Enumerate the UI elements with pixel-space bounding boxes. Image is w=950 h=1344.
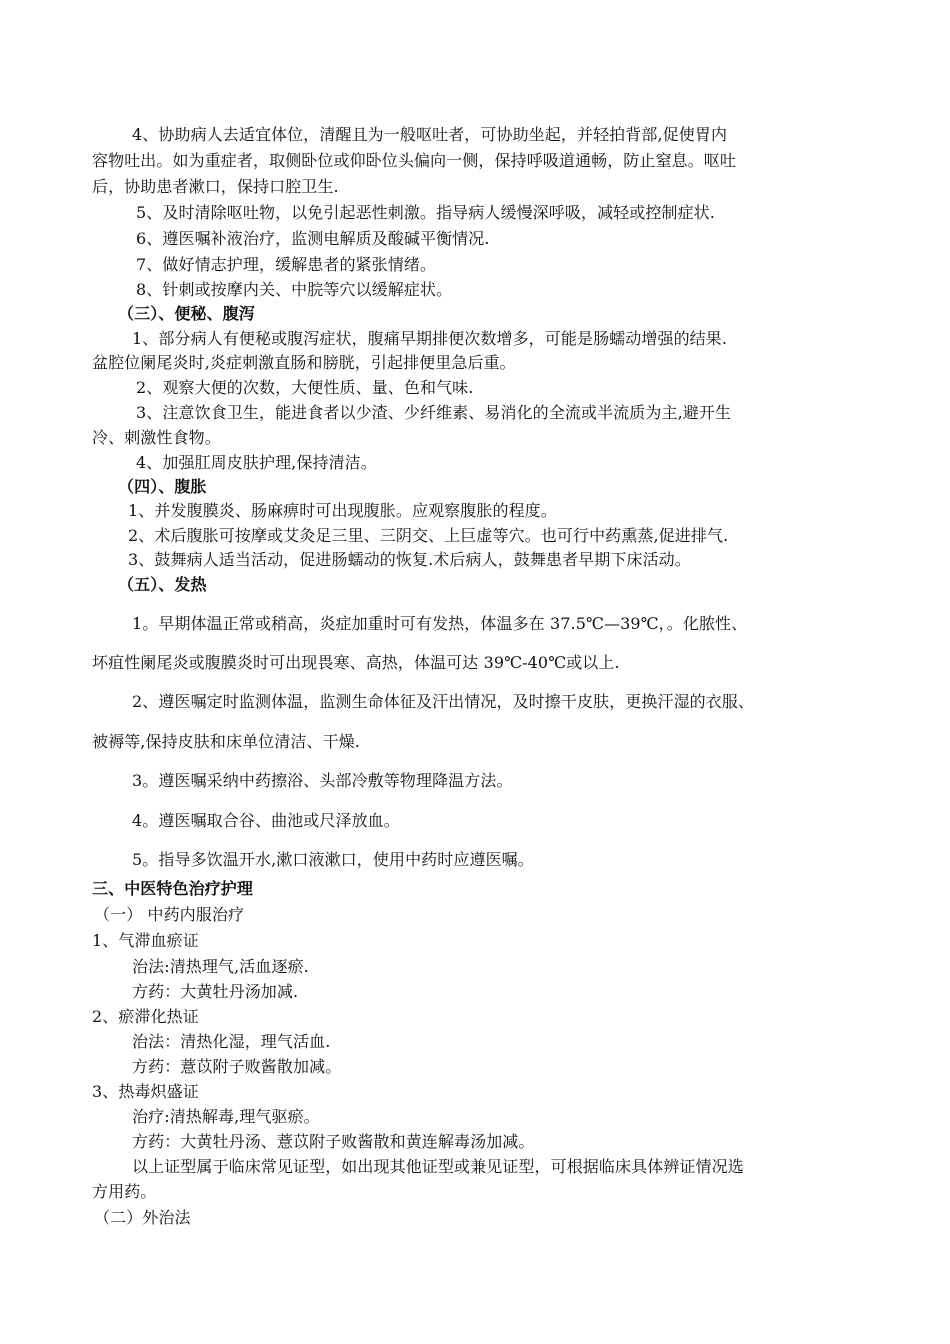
paragraph-line: 坏疽性阑尾炎或腹膜炎时可出现畏寒、高热，体温可达 39℃-40℃或以上.	[92, 653, 620, 672]
list-item: 2、观察大便的次数，大便性质、量、色和气味.	[136, 378, 474, 397]
list-item: 6、遵医嘱补液治疗，监测电解质及酸碱平衡情况.	[136, 229, 490, 248]
treatment-method: 治疗:清热解毒,理气驱瘀。	[132, 1107, 320, 1126]
syndrome-title: 3、热毒炽盛证	[92, 1082, 199, 1101]
list-item: 3。遵医嘱采纳中药擦浴、头部冷敷等物理降温方法。	[132, 771, 513, 790]
section-heading: （三）、便秘、腹泻	[118, 304, 255, 323]
syndrome-title: 2、瘀滞化热证	[92, 1007, 199, 1026]
list-item: 3、鼓舞病人适当活动，促进肠蠕动的恢复.术后病人，鼓舞患者早期下床活动。	[128, 550, 691, 569]
list-item: 4。遵医嘱取合谷、曲池或尺泽放血。	[132, 811, 400, 830]
treatment-method: 治法:清热理气,活血逐瘀.	[132, 957, 309, 976]
paragraph-line: 方用药。	[92, 1182, 157, 1201]
paragraph-line: 冷、刺激性食物。	[92, 428, 221, 447]
paragraph-line: 3、注意饮食卫生，能进食者以少渣、少纤维素、易消化的全流或半流质为主,避开生	[136, 403, 732, 422]
list-item: 4、加强肛周皮肤护理,保持清洁。	[136, 453, 377, 472]
treatment-formula: 方药：大黄牡丹汤、薏苡附子败酱散和黄连解毒汤加减。	[132, 1132, 535, 1151]
list-item: 2、术后腹胀可按摩或艾灸足三里、三阴交、上巨虚等穴。也可行中药熏蒸,促进排气.	[128, 526, 729, 545]
syndrome-title: 1、气滞血瘀证	[92, 931, 199, 950]
paragraph-line: 后，协助患者漱口，保持口腔卫生.	[92, 177, 339, 196]
paragraph-line: 盆腔位阑尾炎时,炎症刺激直肠和膀胱，引起排便里急后重。	[92, 353, 516, 372]
treatment-formula: 方药：薏苡附子败酱散加减。	[132, 1057, 342, 1076]
subsection-heading: （二）外治法	[94, 1208, 191, 1227]
treatment-formula: 方药：大黄牡丹汤加减.	[132, 982, 299, 1001]
section-heading: （五）、发热	[118, 575, 207, 594]
paragraph-line: 1。早期体温正常或稍高，炎症加重时可有发热，体温多在 37.5℃—39℃，。化脓性、	[132, 614, 748, 633]
treatment-method: 治法：清热化湿，理气活血.	[132, 1032, 331, 1051]
section-heading: （四）、腹胀	[118, 477, 207, 496]
paragraph-line: 被褥等,保持皮肤和床单位清洁、干燥.	[92, 732, 360, 751]
list-item: 1、并发腹膜炎、肠麻痹时可出现腹胀。应观察腹胀的程度。	[128, 501, 557, 520]
paragraph-line: 4、协助病人去适宜体位，清醒且为一般呕吐者，可协助坐起，并轻拍背部,促使胃内	[132, 125, 728, 144]
list-item: 7、做好情志护理，缓解患者的紧张情绪。	[136, 255, 437, 274]
paragraph-line: 1、部分病人有便秘或腹泻症状，腹痛早期排便次数增多，可能是肠蠕动增强的结果.	[132, 329, 728, 348]
list-item: 5、及时清除呕吐物，以免引起恶性刺激。指导病人缓慢深呼吸，减轻或控制症状.	[136, 203, 715, 222]
paragraph-line: 容物吐出。如为重症者，取侧卧位或仰卧位头偏向一侧，保持呼吸道通畅，防止窒息。呕吐	[92, 151, 737, 170]
subsection-heading: （一） 中药内服治疗	[94, 905, 245, 924]
list-item: 5。指导多饮温开水,漱口液漱口，使用中药时应遵医嘱。	[132, 850, 534, 869]
paragraph-line: 以上证型属于临床常见证型，如出现其他证型或兼见证型，可根据临床具体辨证情况选	[132, 1157, 744, 1176]
chapter-heading: 三、中医特色治疗护理	[92, 879, 254, 898]
paragraph-line: 2、遵医嘱定时监测体温，监测生命体征及汗出情况，及时擦干皮肤，更换汗湿的衣服、	[132, 692, 755, 711]
list-item: 8、针刺或按摩内关、中脘等穴以缓解症状。	[136, 280, 453, 299]
